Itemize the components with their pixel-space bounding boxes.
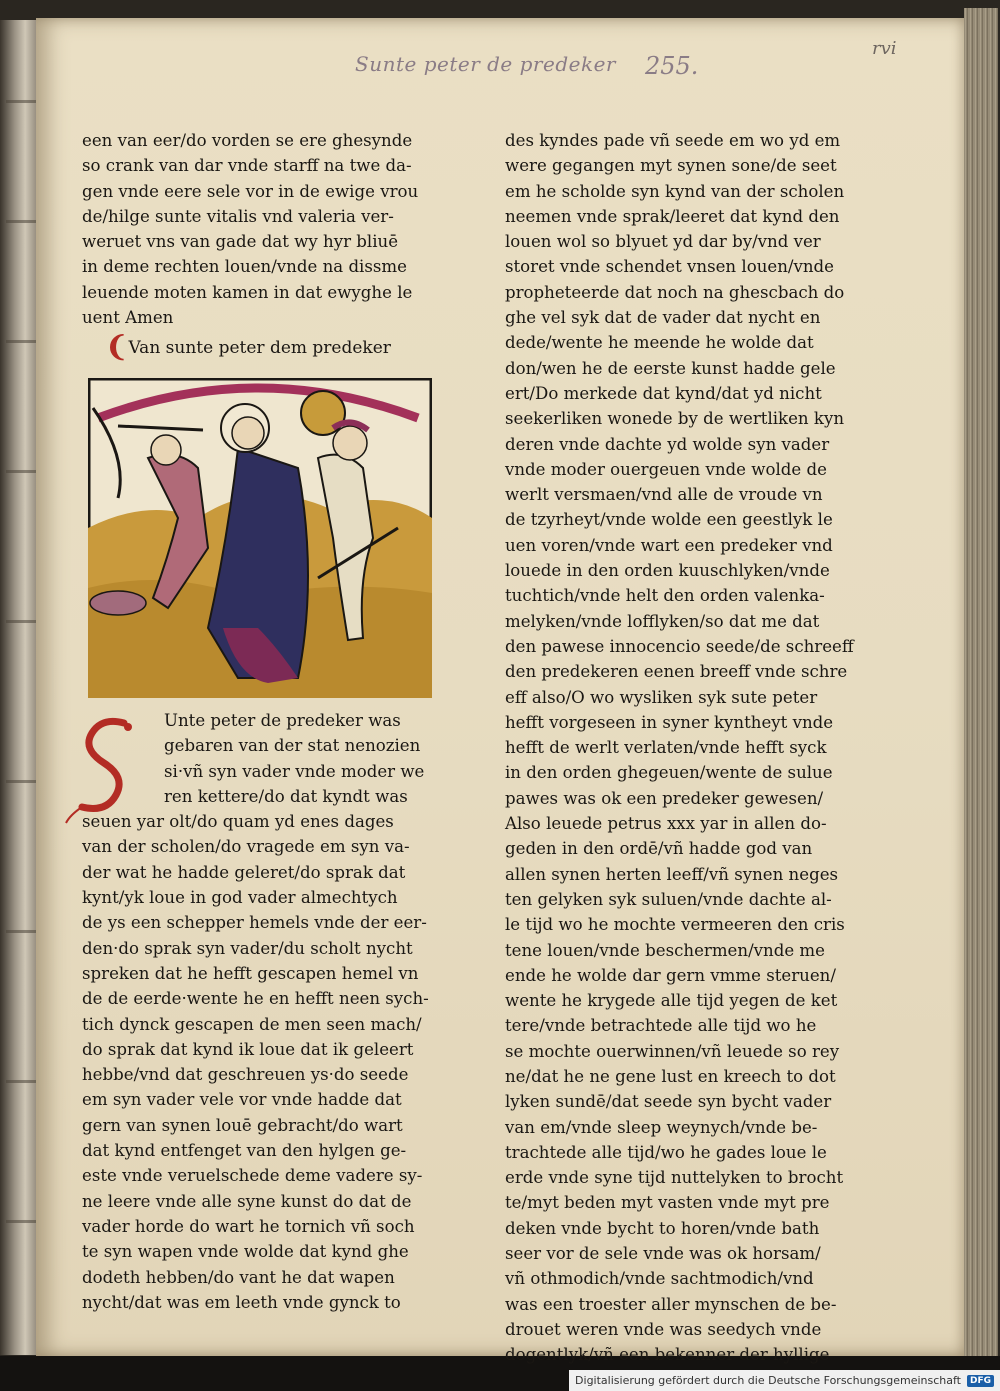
text-line: in den orden ghegeuen/wente de sulue: [505, 763, 833, 783]
rubric-mark: ❨: [105, 330, 129, 363]
text-line: leuende moten kamen in dat ewyghe le: [82, 282, 413, 302]
text-line: don/wen he de eerste kunst hadde gele: [505, 358, 836, 378]
text-line: Also leuede petrus xxx yar in allen do-: [505, 814, 827, 834]
text-line: ende he wolde dar gern vmme steruen/: [505, 965, 836, 985]
text-line: te syn wapen vnde wolde dat kynd ghe: [82, 1242, 409, 1262]
text-line: ren kettere/do dat kyndt was: [164, 786, 408, 806]
text-line: louen wol so blyuet yd dar by/vnd ver: [505, 232, 821, 252]
right-column: [505, 128, 857, 1368]
text-line: were gegangen myt synen sone/de seet: [505, 156, 837, 176]
text-line: te/myt beden myt vasten vnde myt pre: [505, 1193, 830, 1213]
left-column-top: [82, 128, 442, 330]
text-line: wente he krygede alle tijd yegen de ket: [505, 991, 838, 1011]
chapter-heading: [105, 330, 391, 363]
text-line: ne leere vnde alle syne kunst do dat de: [82, 1191, 412, 1211]
text-line: uen voren/vnde wart een predeker vnd: [505, 535, 833, 555]
text-line: hefft vorgeseen in syner kyntheyt vnde: [505, 712, 834, 732]
text-line: ghe vel syk dat de vader dat nycht en: [505, 308, 821, 328]
text-line: drouet weren vnde was seedych vnde: [505, 1319, 822, 1339]
text-line: in deme rechten louen/vnde na dissme: [82, 257, 407, 277]
text-line: storet vnde schendet vnsen louen/vnde: [505, 257, 834, 277]
text-line: spreken dat he hefft gescapen hemel vn: [82, 963, 419, 983]
text-line: ten gelyken syk suluen/vnde dachte al-: [505, 889, 832, 909]
text-line: de/hilge sunte vitalis vnd valeria ver-: [82, 206, 394, 226]
text-line: tere/vnde betrachtede alle tijd wo he: [505, 1016, 817, 1036]
text-line: seekerliken wonede by de wertliken kyn: [505, 409, 845, 429]
text-line: gern van synen louē gebracht/do wart: [82, 1115, 403, 1135]
text-line: tuchtich/vnde helt den orden valenka-: [505, 586, 825, 606]
left-column-bottom: [82, 708, 442, 1315]
text-line: tene louen/vnde beschermen/vnde me: [505, 940, 825, 960]
text-line: le tijd wo he mochte vermeeren den cris: [505, 915, 845, 935]
text-line: ert/Do merkede dat kynd/dat yd nicht: [505, 383, 822, 403]
text-line: louede in den orden kuuschlyken/vnde: [505, 561, 830, 581]
text-line: se mochte ouerwinnen/vñ leuede so rey: [505, 1041, 840, 1061]
text-line: trachtede alle tijd/wo he gades loue le: [505, 1142, 827, 1162]
text-line: este vnde veruelschede deme vadere sy-: [82, 1166, 423, 1186]
text-line: so crank van dar vnde starff na twe da-: [82, 156, 412, 176]
text-line: allen synen herten leeff/vñ synen neges: [505, 864, 839, 884]
funding-note: Digitalisierung gefördert durch die Deutsche Forschungsgemeinschaft: [575, 1374, 961, 1387]
text-line: van em/vnde sleep weynych/vnde be-: [505, 1117, 818, 1137]
text-line: de de eerde·wente he en hefft neen sych-: [82, 989, 429, 1009]
text-line: hefft de werlt verlaten/vnde hefft syck: [505, 738, 827, 758]
text-line: em syn vader vele vor vnde hadde dat: [82, 1090, 402, 1110]
right-page-edge: [964, 8, 998, 1358]
text-line: ne/dat he ne gene lust en kreech to dot: [505, 1066, 836, 1086]
text-line: gebaren van der stat nenozien: [164, 736, 421, 756]
text-line: deren vnde dachte yd wolde syn vader: [505, 434, 830, 454]
text-line: weruet vns van gade dat wy hyr bliuē: [82, 232, 399, 252]
text-line: pawes was ok een predeker gewesen/: [505, 788, 824, 808]
text-line: den·do sprak syn vader/du scholt nycht: [82, 938, 413, 958]
text-line: den pawese innocencio seede/de schreeff: [505, 636, 854, 656]
text-line: lyken sundē/dat seede syn bycht vader: [505, 1092, 832, 1112]
text-line: de ys een schepper hemels vnde der eer-: [82, 913, 427, 933]
chapter-heading-text: Van sunte peter dem predeker: [128, 338, 391, 358]
text-line: do sprak dat kynd ik loue dat ik geleert: [82, 1039, 414, 1059]
text-line: Unte peter de predeker was: [164, 711, 401, 730]
text-line: van der scholen/do vragede em syn va-: [82, 837, 410, 857]
text-line: erde vnde syne tijd nuttelyken to brocht: [505, 1168, 844, 1188]
text-line: vader horde do wart he tornich vñ soch: [82, 1216, 415, 1236]
text-line: dat kynd entfenget van den hylgen ge-: [82, 1141, 407, 1161]
text-line: hebbe/vnd dat geschreuen ys·do seede: [82, 1065, 409, 1085]
text-line: was een troester aller mynschen de be-: [505, 1294, 837, 1314]
dfg-logo: DFG: [967, 1375, 994, 1387]
text-line: dede/wente he meende he wolde dat: [505, 333, 814, 353]
text-line: seuen yar olt/do quam yd enes dages: [82, 812, 394, 832]
text-line: eff also/O wo wysliken syk sute peter: [505, 687, 818, 707]
text-line: deken vnde bycht to horen/vnde bath: [505, 1218, 820, 1238]
text-line: der wat he hadde geleret/do sprak dat: [82, 862, 406, 882]
text-line: een van eer/do vorden se ere ghesynde: [82, 131, 413, 150]
text-line: gen vnde eere sele vor in de ewige vrou: [82, 181, 419, 201]
text-line: prophetеerde dat noch na ghescbach do: [505, 282, 845, 302]
funding-footer: [569, 1370, 1000, 1391]
text-line: em he scholde syn kynd van der scholen: [505, 181, 845, 201]
leaf-number: rvi: [872, 38, 897, 59]
text-line: geden in den ordē/vñ hadde god van: [505, 839, 813, 859]
text-line: de tzyrheyt/vnde wolde een geestlyk le: [505, 510, 833, 530]
text-line: vñ othmodich/vnde sachtmodich/vnd: [505, 1269, 814, 1289]
text-line: den predekeren eenen breeff vnde schre: [505, 662, 848, 682]
text-line: uent Amen: [82, 308, 174, 328]
text-line: des kyndes pade vñ seede em wo yd em: [505, 131, 841, 150]
text-line: tich dynck gescapen de men seen mach/: [82, 1014, 422, 1034]
text-line: seer vor de sele vnde was ok horsam/: [505, 1244, 821, 1264]
folio-number: 255.: [645, 52, 699, 80]
text-line: nycht/dat was em leeth vnde gynck to: [82, 1292, 401, 1312]
running-head: Sunte peter de predeker: [355, 52, 616, 76]
text-line: werlt versmaen/vnd alle de vroude vn: [505, 485, 823, 505]
text-line: dogentlyk/vñ een bekenner der hyllige: [505, 1345, 830, 1365]
text-line: melyken/vnde lofflyken/so dat me dat: [505, 611, 820, 631]
text-line: neemen vnde sprak/leeret dat kynd den: [505, 206, 840, 226]
text-line: vnde moder ouergeuen vnde wolde de: [505, 459, 827, 479]
text-line: si·vñ syn vader vnde moder we: [164, 761, 425, 781]
text-line: kynt/yk loue in god vader almechtych: [82, 888, 398, 908]
woodcut-illustration: [88, 378, 432, 698]
text-line: dodeth hebben/do vant he dat wapen: [82, 1267, 395, 1287]
